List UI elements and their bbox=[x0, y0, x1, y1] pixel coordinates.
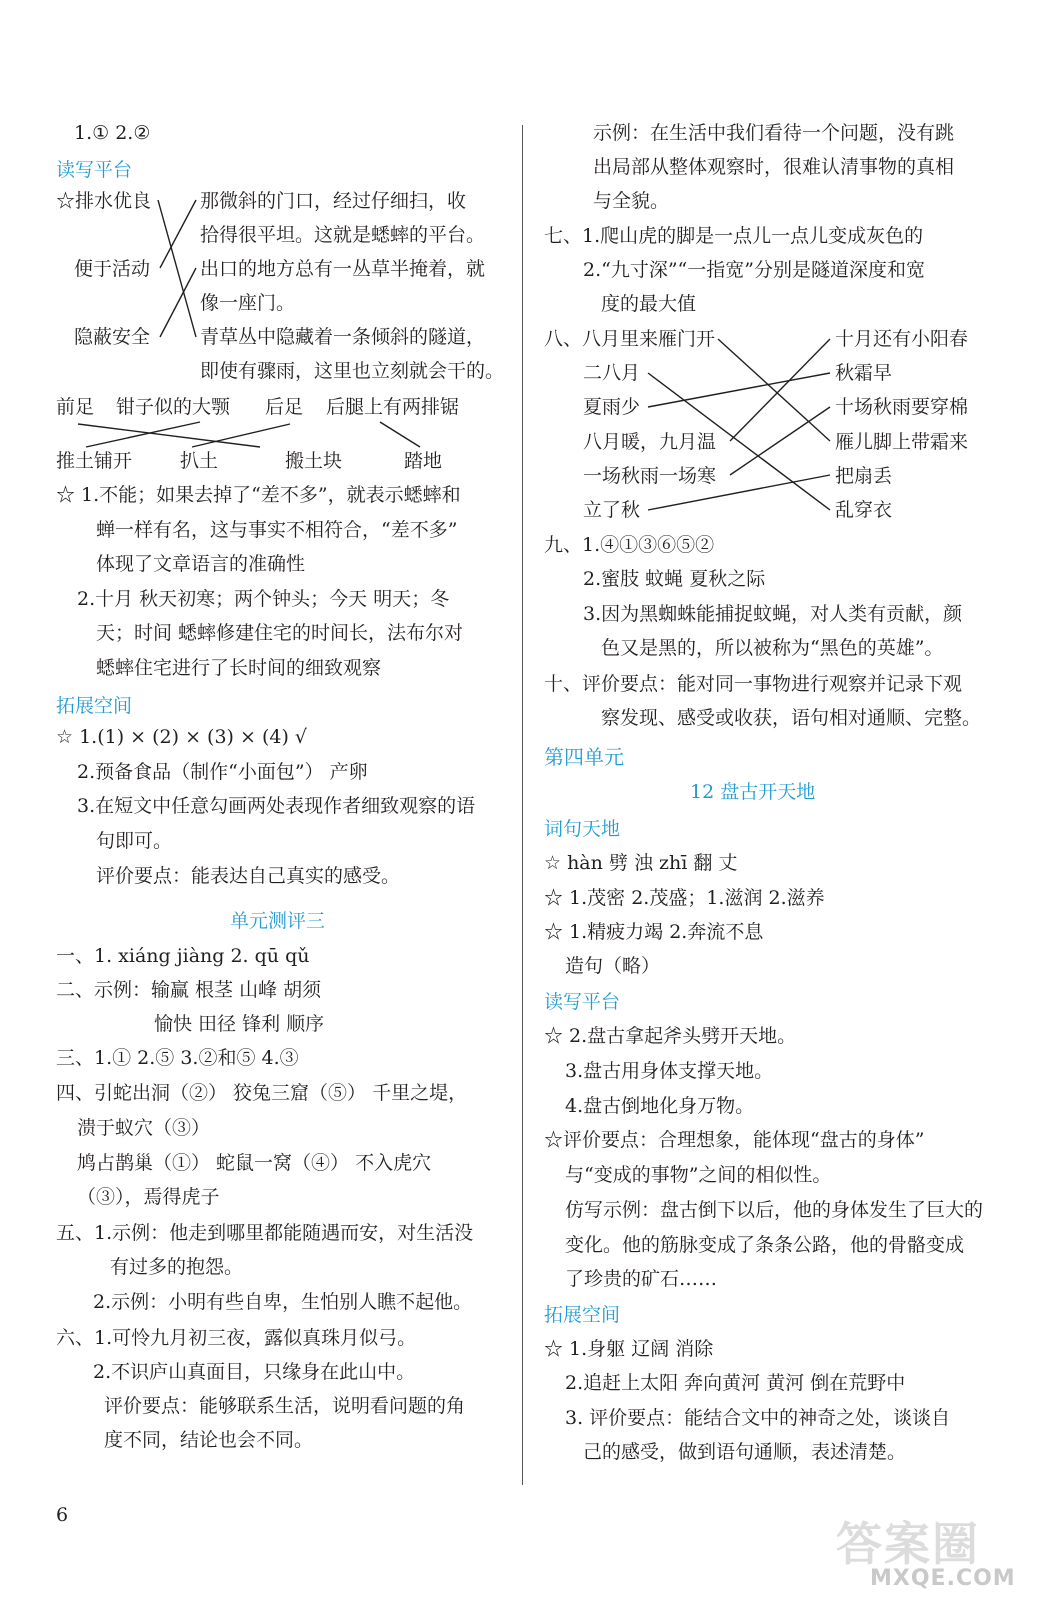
part-top: 后腿上有两排锯 bbox=[326, 396, 460, 418]
page-number: 6 bbox=[56, 1504, 69, 1526]
answer-line: （③），焉得虎子 bbox=[77, 1186, 220, 1208]
answer-line: 己的感受，做到语句通顺，表述清楚。 bbox=[583, 1441, 907, 1463]
match-line bbox=[192, 424, 290, 447]
answer-line: 蝉一样有名，这与事实不相符合，“差不多” bbox=[96, 519, 458, 541]
answer-line: 仿写示例：盘古倒下以后，他的身体发生了巨大的 bbox=[565, 1199, 984, 1221]
answer-line: 与“变成的事物”之间的相似性。 bbox=[565, 1164, 832, 1186]
match-line bbox=[718, 339, 830, 441]
match-line bbox=[648, 475, 830, 510]
proverb-right: 雁儿脚上带霜来 bbox=[835, 431, 969, 453]
part-bottom: 搬土块 bbox=[285, 450, 343, 472]
answer-line: ☆ hàn 劈 浊 zhī 翻 丈 bbox=[544, 852, 738, 874]
answer-line: 天；时间 蟋蟀修建住宅的时间长，法布尔对 bbox=[96, 622, 464, 644]
answer-line: 3.盘古用身体支撑天地。 bbox=[565, 1060, 774, 1082]
answer-line: 一、1. xiáng jiàng 2. qū qǔ bbox=[56, 945, 310, 967]
match-line bbox=[648, 373, 830, 407]
proverb-right: 把扇丢 bbox=[835, 465, 893, 487]
watermark-logo: 答案圈 bbox=[836, 1517, 980, 1571]
proverb-left: 夏雨少 bbox=[583, 396, 641, 418]
match-line bbox=[648, 373, 830, 510]
match-right-item: 那微斜的门口，经过仔细扫，收 bbox=[200, 190, 467, 212]
answer-line: 色又是黑的，所以被称为“黑色的英雄”。 bbox=[601, 637, 944, 659]
match-right-item: 出口的地方总有一丛草半掩着，就 bbox=[200, 258, 486, 280]
answer-line: 六、1.可怜九月初三夜，露似真珠月似弓。 bbox=[56, 1327, 417, 1349]
answer-line: 出局部从整体观察时，很难认清事物的真相 bbox=[593, 156, 955, 178]
answer-line: 七、1.爬山虎的脚是一点儿一点儿变成灰色的 bbox=[544, 225, 924, 247]
part-top: 后足 bbox=[265, 396, 304, 418]
answer-line: 2.追赶上太阳 奔向黄河 黄河 倒在荒野中 bbox=[565, 1372, 906, 1394]
answer-line: 与全貌。 bbox=[593, 190, 670, 212]
answer-line: 3.在短文中任意勾画两处表现作者细致观察的语 bbox=[77, 795, 476, 817]
answer-line: 五、1.示例：他走到哪里都能随遇而安，对生活没 bbox=[56, 1222, 474, 1244]
match-right-item: 即使有骤雨，这里也立刻就会干的。 bbox=[200, 360, 505, 382]
answer-line: ☆ 1.茂密 2.茂盛；1.滋润 2.滋养 bbox=[544, 887, 825, 909]
match-line bbox=[158, 200, 196, 337]
answer-line: 4.盘古倒地化身万物。 bbox=[565, 1095, 755, 1117]
proverb-left: 一场秋雨一场寒 bbox=[583, 465, 717, 487]
answer-line: 造句（略） bbox=[565, 955, 661, 977]
answer-line: 评价要点：能够联系生活，说明看问题的角 bbox=[104, 1395, 466, 1417]
watermark-url: MXQE.COM bbox=[870, 1566, 1016, 1591]
section-heading-read-write: 读写平台 bbox=[544, 991, 621, 1013]
answer-line: 了珍贵的矿石…… bbox=[565, 1268, 718, 1290]
unit-test-title: 单元测评三 bbox=[230, 910, 326, 932]
answer-line: 示例：在生活中我们看待一个问题，没有跳 bbox=[593, 122, 955, 144]
answer-line: 鸠占鹊巢（①） 蛇鼠一窝（④） 不入虎穴 bbox=[77, 1152, 432, 1174]
match-line bbox=[86, 422, 200, 447]
answer-line: 有过多的抱怨。 bbox=[110, 1256, 244, 1278]
answer-line: 2.不识庐山真面目，只缘身在此山中。 bbox=[93, 1361, 416, 1383]
answer-line: 二、示例：输赢 根茎 山峰 胡须 bbox=[56, 979, 322, 1001]
answer-line: 变化。他的筋脉变成了条条公路，他的骨骼变成 bbox=[565, 1234, 965, 1256]
proverb-right: 乱穿衣 bbox=[835, 499, 893, 521]
answer-line: 评价要点：能表达自己真实的感受。 bbox=[96, 865, 401, 887]
answer-line: ☆ 1.(1) × (2) × (3) × (4) √ bbox=[56, 726, 307, 748]
unit-heading: 第四单元 bbox=[544, 745, 624, 769]
answer-line: ☆ 1.不能；如果去掉了“差不多”，就表示蟋蟀和 bbox=[56, 484, 461, 506]
answer-line: 体现了文章语言的准确性 bbox=[96, 553, 306, 575]
answer-line: ☆ 1.精疲力竭 2.奔流不息 bbox=[544, 921, 764, 943]
match-line bbox=[730, 407, 830, 475]
section-heading-extension: 拓展空间 bbox=[56, 695, 133, 717]
answer-line: 度不同，结论也会不同。 bbox=[104, 1429, 314, 1451]
match-line bbox=[160, 200, 196, 268]
section-heading-words: 词句天地 bbox=[544, 818, 621, 840]
answer-line: 愉快 田径 锋利 顺序 bbox=[154, 1013, 325, 1035]
answer-line: 3.因为黑蜘蛛能捕捉蚊蝇，对人类有贡献，颜 bbox=[583, 603, 963, 625]
answer-line: 句即可。 bbox=[96, 830, 173, 852]
answer-line: 2.蜜肢 蚊蝇 夏秋之际 bbox=[583, 568, 766, 590]
part-bottom: 踏地 bbox=[404, 450, 443, 472]
proverb-right: 秋霜早 bbox=[835, 362, 893, 384]
answer-line: 溃于蚁穴（③） bbox=[77, 1117, 211, 1139]
match-line bbox=[78, 424, 260, 447]
match-left-item: 隐蔽安全 bbox=[74, 326, 151, 348]
answer-line: 三、1.① 2.⑤ 3.②和⑤ 4.③ bbox=[56, 1047, 299, 1069]
answer-line: 1.① 2.② bbox=[74, 122, 151, 144]
answer-line: 3. 评价要点：能结合文中的神奇之处，谈谈自 bbox=[565, 1407, 951, 1429]
answer-line: 九、1.④①③⑥⑤② bbox=[544, 534, 715, 556]
proverb-left: 八月暖，九月温 bbox=[583, 431, 717, 453]
proverb-left: 二八月 bbox=[583, 362, 641, 384]
match-left-item: 便于活动 bbox=[74, 258, 151, 280]
answer-line: ☆评价要点：合理想象，能体现“盘古的身体” bbox=[544, 1129, 925, 1151]
match-line bbox=[380, 422, 420, 447]
answer-line: 2.示例：小明有些自卑，生怕别人瞧不起他。 bbox=[93, 1291, 473, 1313]
proverb-left: 八、八月里来雁门开 bbox=[544, 328, 716, 350]
part-bottom: 推土铺开 bbox=[56, 450, 133, 472]
answer-line: 十、评价要点：能对同一事物进行观察并记录下观 bbox=[544, 673, 963, 695]
match-line bbox=[730, 339, 830, 441]
answer-line: 2.十月 秋天初寒；两个钟头；今天 明天；冬 bbox=[77, 588, 450, 610]
match-right-item: 青草丛中隐藏着一条倾斜的隧道， bbox=[200, 326, 486, 348]
section-heading-read-write: 读写平台 bbox=[56, 159, 133, 181]
lesson-title: 12 盘古开天地 bbox=[690, 781, 816, 803]
proverb-right: 十月还有小阳春 bbox=[835, 328, 969, 350]
answer-line: 察发现、感受或收获，语句相对通顺、完整。 bbox=[601, 707, 982, 729]
answer-line: 四、引蛇出洞（②） 狡兔三窟（⑤） 千里之堤， bbox=[56, 1082, 468, 1104]
match-line bbox=[160, 268, 196, 337]
answer-line: 度的最大值 bbox=[601, 293, 697, 315]
section-heading-extension: 拓展空间 bbox=[544, 1304, 621, 1326]
answer-line: 蟋蟀住宅进行了长时间的细致观察 bbox=[96, 657, 382, 679]
proverb-left: 立了秋 bbox=[583, 499, 641, 521]
part-bottom: 扒土 bbox=[180, 450, 219, 472]
answer-line: ☆ 1.身躯 辽阔 消除 bbox=[544, 1338, 714, 1360]
part-top: 钳子似的大颚 bbox=[116, 396, 231, 418]
match-right-item: 像一座门。 bbox=[200, 292, 296, 314]
answer-line: 2.“九寸深”“一指宽”分别是隧道深度和宽 bbox=[583, 259, 925, 281]
proverb-right: 十场秋雨要穿棉 bbox=[835, 396, 969, 418]
answer-line: ☆ 2.盘古拿起斧头劈开天地。 bbox=[544, 1025, 797, 1047]
part-top: 前足 bbox=[56, 396, 95, 418]
answer-line: 2.预备食品（制作“小面包”） 产卵 bbox=[77, 761, 368, 783]
match-left-item: ☆排水优良 bbox=[56, 190, 152, 212]
match-right-item: 拾得很平坦。这就是蟋蟀的平台。 bbox=[200, 224, 486, 246]
